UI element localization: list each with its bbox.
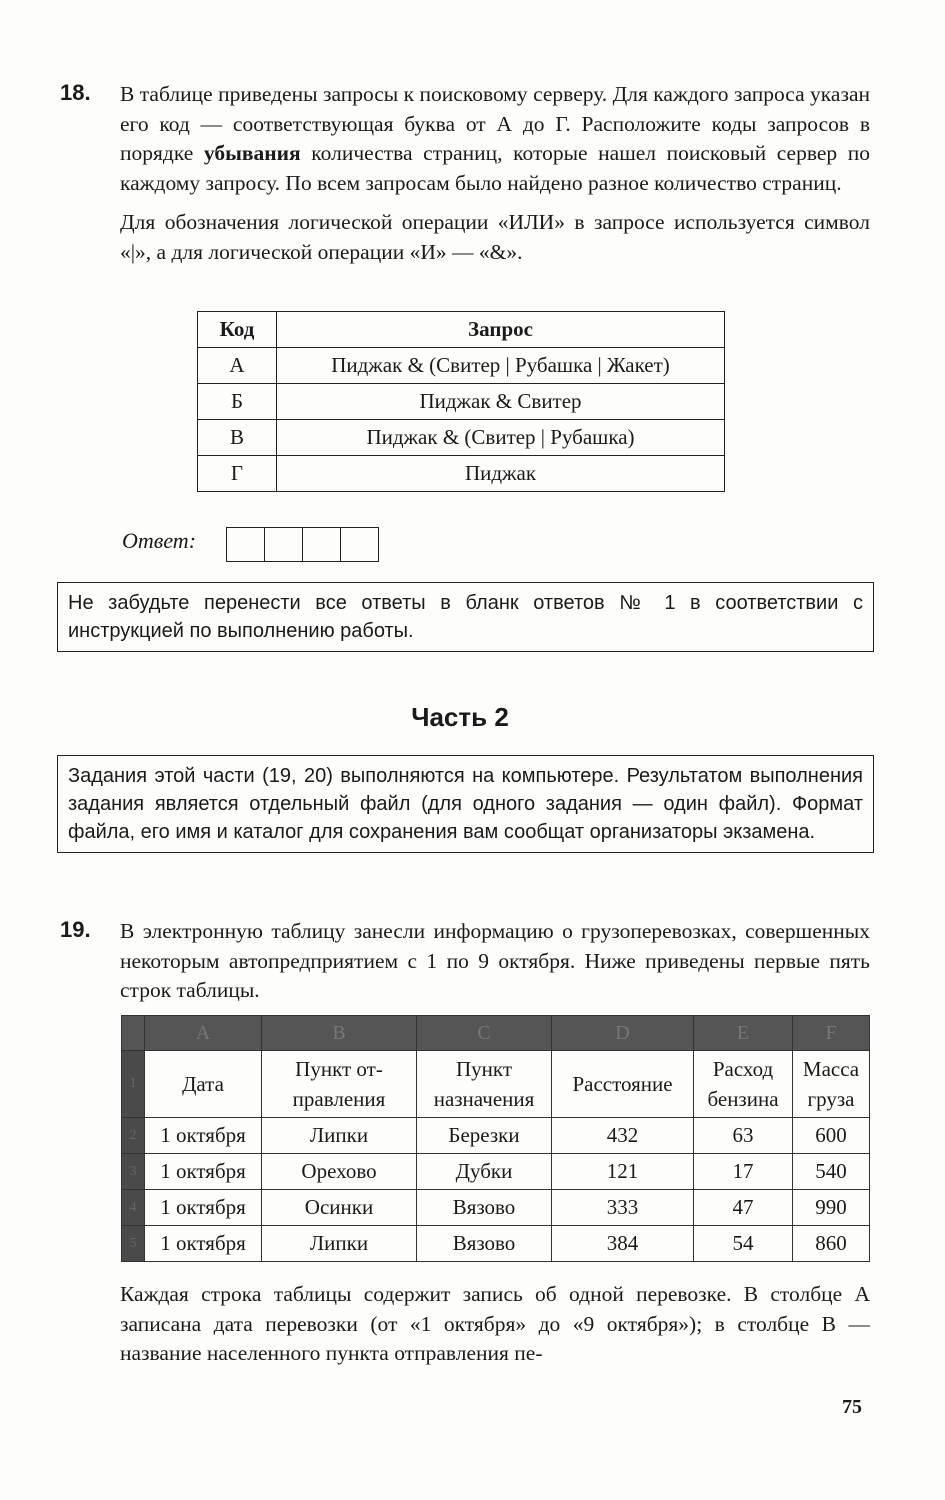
header-text: Пункт [455,1057,512,1081]
task-19-continuation [60,1280,870,1379]
continuation-text: Каждая строка таблицы содержит запись об одной перевозке. В столбце А записана дата перевозки (от «1 октября» до «9 октября»); в столбце В — название населенного пункта отправления пе- [120,1282,870,1365]
task-18 [60,80,870,277]
table-row [122,1226,870,1262]
cell-origin: Липки [262,1226,417,1262]
cell-fuel: 54 [694,1226,793,1262]
spreadsheet-table [121,1015,870,1262]
column-header-row [122,1016,870,1051]
table-row [122,1154,870,1190]
table-row [198,420,725,456]
cell-destination: Вязово [417,1226,552,1262]
cell-mass: 990 [793,1190,870,1226]
task-number: 19. [60,917,91,942]
sheet-header-row [122,1051,870,1118]
cell-mass: 540 [793,1154,870,1190]
header-text: Дата [182,1072,224,1096]
bold-word: убывания [203,141,301,165]
row-number: 5 [122,1226,145,1262]
column-header-c: C [417,1016,552,1051]
row-query: Пиджак & (Свитер | Рубашка | Жакет) [277,348,725,384]
header-text: бензина [707,1087,779,1111]
cell-date: 1 октября [145,1154,262,1190]
column-header-d: D [552,1016,694,1051]
text-part: В таблице приведены запросы к поисковому серверу. Для каждого запроса указан его код — соответствующая буква от А до Г. Расположите коды запросов в порядке [120,82,870,165]
row-query: Пиджак [277,456,725,492]
cell-distance: 333 [552,1190,694,1226]
row-number: 3 [122,1154,145,1190]
header-cell-e [694,1051,793,1118]
task-19-intro: В электронную таблицу занесли информацию о грузоперевозках, совершенных некоторым автопредприятием с 1 по 9 октября. Ниже приведены первые пять строк таблицы. [120,919,870,1002]
header-query: Запрос [277,312,725,348]
header-cell-d [552,1051,694,1118]
part-2-info-box: Задания этой части (19, 20) выполняются на компьютере. Результатом выполнения задания является отдельный файл (для одного задания — один файл). Формат файла, его имя и каталог для сохранения вам сообщат организаторы экзамена. [57,755,874,853]
row-query: Пиджак & (Свитер | Рубашка) [277,420,725,456]
answer-cell[interactable] [265,528,303,561]
row-number: 1 [122,1051,145,1118]
cell-mass: 860 [793,1226,870,1262]
cell-mass: 600 [793,1118,870,1154]
task-19 [60,917,870,1016]
task-number: 18. [60,80,91,105]
header-text: Пункт от- [295,1057,383,1081]
row-code: В [198,420,277,456]
row-code: А [198,348,277,384]
task-body [120,917,870,1006]
cell-distance: 432 [552,1118,694,1154]
header-text: Масса [802,1057,860,1081]
header-text: назначения [433,1087,535,1111]
row-code: Г [198,456,277,492]
column-header-e: E [694,1016,793,1051]
answer-label: Ответ: [122,528,197,553]
text-part: количества страниц, которые нашел поисковый сервер по каждому запросу. По всем запросам было найдено разное количество страниц. [120,141,870,195]
column-header-b: B [262,1016,417,1051]
cell-date: 1 октября [145,1118,262,1154]
header-text: Расход [712,1057,774,1081]
column-header-f: F [793,1016,870,1051]
header-cell-f [793,1051,870,1118]
task-body [120,1280,870,1369]
header-text: груза [807,1087,855,1111]
cell-destination: Вязово [417,1190,552,1226]
cell-origin: Орехово [262,1154,417,1190]
page-number: 75 [842,1396,862,1418]
header-text: правления [292,1087,386,1111]
header-cell-c [417,1051,552,1118]
table-row [198,456,725,492]
table-row [122,1190,870,1226]
answer-boxes[interactable] [226,527,379,562]
answer-cell[interactable] [227,528,265,561]
answer-cell[interactable] [341,528,378,561]
reminder-box: Не забудьте перенести все ответы в бланк ответов № 1 в соответствии с инструкцией по выполнению работы. [57,582,874,652]
table-row [198,384,725,420]
cell-distance: 384 [552,1226,694,1262]
cell-origin: Липки [262,1118,417,1154]
cell-destination: Березки [417,1118,552,1154]
row-code: Б [198,384,277,420]
row-query: Пиджак & Свитер [277,384,725,420]
header-code: Код [198,312,277,348]
cell-distance: 121 [552,1154,694,1190]
part-2-title: Часть 2 [411,702,509,732]
answer-cell[interactable] [303,528,341,561]
cell-fuel: 63 [694,1118,793,1154]
table-row [122,1118,870,1154]
task-18-paragraph-2: Для обозначения логической операции «ИЛИ» в запросе используется символ «|», а для логической операции «И» — «&». [120,210,870,264]
row-number: 4 [122,1190,145,1226]
header-cell-a [145,1051,262,1118]
column-header-a: A [145,1016,262,1051]
cell-destination: Дубки [417,1154,552,1190]
cell-origin: Осинки [262,1190,417,1226]
cell-date: 1 октября [145,1226,262,1262]
corner-cell [122,1016,145,1051]
query-table [197,311,725,492]
header-cell-b [262,1051,417,1118]
table-header-row [198,312,725,348]
cell-fuel: 47 [694,1190,793,1226]
header-text: Расстояние [572,1072,673,1096]
table-row [198,348,725,384]
row-number: 2 [122,1118,145,1154]
task-body [120,80,870,267]
task-18-paragraph-1 [120,80,870,198]
cell-fuel: 17 [694,1154,793,1190]
cell-date: 1 октября [145,1190,262,1226]
